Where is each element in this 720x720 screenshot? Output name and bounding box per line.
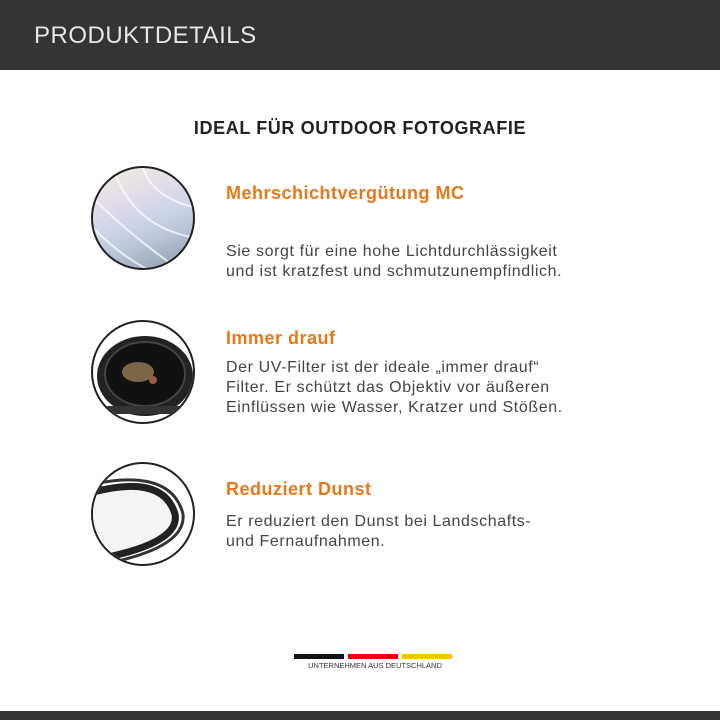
feature-text-always-on (226, 358, 563, 418)
text-line: Filter. Er schützt das Objektiv vor äußeren (226, 379, 550, 396)
header-bar (0, 0, 720, 70)
made-in-germany-badge: UNTERNEHMEN AUS DEUTSCHLAND (308, 661, 442, 670)
filter-dirt-image (91, 320, 195, 424)
feature-text-coating (226, 242, 562, 282)
filter-ring-image (91, 462, 195, 566)
feature-text-haze (226, 512, 531, 552)
section-title: IDEAL FÜR OUTDOOR FOTOGRAFIE (193, 118, 527, 138)
feature-heading-coating: Mehrschichtvergütung MC (226, 183, 465, 203)
feature-heading-always-on: Immer drauf (226, 328, 336, 348)
text-line: und Fernaufnahmen. (226, 533, 386, 550)
text-line: Einflüssen wie Wasser, Kratzer und Stößen. (226, 399, 563, 416)
footer-bar (0, 711, 720, 720)
page-title: PRODUKTDETAILS (34, 22, 257, 49)
feature-heading-haze: Reduziert Dunst (226, 479, 372, 499)
coating-image (91, 166, 195, 270)
flag-stripe-red (348, 654, 398, 659)
text-line: und ist kratzfest und schmutzunempfindlich. (226, 263, 563, 280)
text-line: Der UV-Filter ist der ideale „immer drauf“ (226, 359, 540, 376)
flag-stripe-black (294, 654, 344, 659)
flag-stripe-gold (402, 654, 452, 659)
text-line: Er reduziert den Dunst bei Landschafts- (226, 513, 532, 530)
text-line: Sie sorgt für eine hohe Lichtdurchlässigkeit (226, 243, 558, 260)
